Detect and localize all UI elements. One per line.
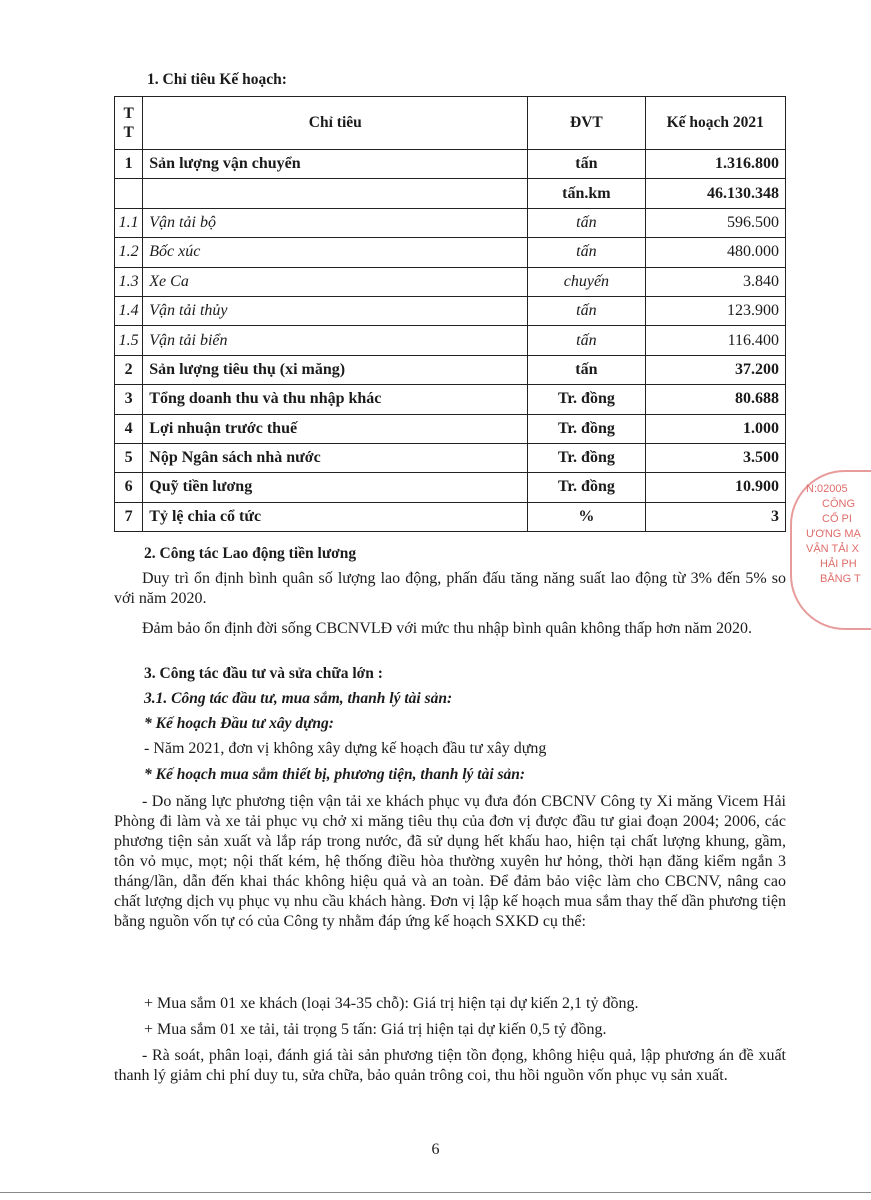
section-1-title: 1. Chỉ tiêu Kế hoạch:: [147, 71, 287, 88]
table-row: [115, 179, 786, 208]
stamp-text: BẰNG T: [820, 573, 861, 585]
cell-tt: 1.2: [115, 238, 143, 267]
table-row: [115, 385, 786, 414]
section-2-paragraph-2: Đảm bảo ổn định đời sống CBCNVLĐ với mức thu nhập bình quân không thấp hơn năm 2020.: [142, 620, 753, 637]
cell-unit: Tr. đồng: [528, 443, 645, 472]
cell-value: 1.316.800: [645, 150, 785, 179]
cell-tt: 1.1: [115, 208, 143, 237]
cell-unit: chuyến: [528, 267, 645, 296]
table-row: [115, 502, 786, 531]
cell-tt: 2: [115, 355, 143, 384]
purchase-plan-title: * Kế hoạch mua sắm thiết bị, phương tiện, thanh lý tài sản:: [144, 766, 526, 783]
cell-name: Vận tải bộ: [143, 208, 528, 237]
cell-value: 3.500: [645, 443, 785, 472]
header-name: Chỉ tiêu: [143, 97, 528, 150]
cell-unit: Tr. đồng: [528, 473, 645, 502]
cell-unit: tấn.km: [528, 179, 645, 208]
cell-tt: 1.5: [115, 326, 143, 355]
table-header-row: [115, 97, 786, 150]
red-stamp: [790, 470, 871, 630]
cell-tt: 4: [115, 414, 143, 443]
cell-name: Nộp Ngân sách nhà nước: [143, 443, 528, 472]
purchase-item-2: + Mua sắm 01 xe tải, tải trọng 5 tấn: Giá trị hiện tại dự kiến 0,5 tỷ đồng.: [144, 1021, 607, 1038]
purchase-paragraph-1: - Do năng lực phương tiện vận tải xe khách phục vụ đưa đón CBCNV Công ty Xi măng Vicem Hải Phòng đi làm và xe tải phục vụ chở xi măng tiêu thụ của đơn vị được đầu tư giai đoạn 2004; 2006, các phương tiện sản xuất và lắp ráp trong nước, đã sử dụng hết khấu hao, hiện tại chất lượng khung, gầm, tôn vỏ mục, mọt; nội thất kém, hệ thống điều hòa thường xuyên hư hỏng, thời hạn đăng kiểm ngắn 3 tháng/lần, dẫn đến khai thác không hiệu quả và an toàn. Để đảm bảo việc làm cho CBCNV, nâng cao chất lượng dịch vụ phục vụ nhu cầu khách hàng. Đơn vị lập kế hoạch mua sắm thay thế dần phương tiện bằng nguồn vốn tự có của Công ty nhằm đáp ứng kế hoạch SXKD cụ thể:: [114, 793, 786, 930]
table-row: [115, 355, 786, 384]
stamp-text: CỔ PI: [822, 513, 852, 525]
table-row: [115, 267, 786, 296]
cell-tt: 1.4: [115, 296, 143, 325]
cell-name: Quỹ tiền lương: [143, 473, 528, 502]
cell-tt: 6: [115, 473, 143, 502]
cell-name: Sản lượng tiêu thụ (xi măng): [143, 355, 528, 384]
cell-unit: %: [528, 502, 645, 531]
stamp-text: CÔNG: [822, 498, 855, 510]
cell-value: 1.000: [645, 414, 785, 443]
table-row: [115, 208, 786, 237]
section-3-1-title: 3.1. Công tác đầu tư, mua sắm, thanh lý tài sản:: [144, 690, 453, 707]
cell-value: 3: [645, 502, 785, 531]
cell-unit: Tr. đồng: [528, 414, 645, 443]
section-2-paragraph-1: Duy trì ổn định bình quân số lượng lao động, phấn đấu tăng năng suất lao động từ 3% đến 5% so với năm 2020.: [114, 570, 786, 607]
cell-tt: 5: [115, 443, 143, 472]
stamp-text: HẢI PH: [820, 558, 857, 570]
cell-unit: tấn: [528, 238, 645, 267]
table-row: [115, 150, 786, 179]
cell-value: 46.130.348: [645, 179, 785, 208]
cell-name: Vận tải biển: [143, 326, 528, 355]
purchase-paragraph-2: - Rà soát, phân loại, đánh giá tài sản phương tiện tồn đọng, không hiệu quả, lập phương án đề xuất thanh lý giảm chi phí duy tu, sửa chữa, bảo quản trông coi, thu hồi nguồn vốn phục vụ sản xuất.: [114, 1047, 786, 1084]
scan-edge-rule: [0, 1192, 871, 1193]
cell-tt: 7: [115, 502, 143, 531]
cell-unit: Tr. đồng: [528, 385, 645, 414]
stamp-text: N:02005: [806, 483, 848, 495]
cell-name: Vận tải thủy: [143, 296, 528, 325]
header-tt: T T: [115, 97, 143, 150]
page-number: 6: [431, 1141, 440, 1158]
cell-value: 3.840: [645, 267, 785, 296]
cell-name: Bốc xúc: [143, 238, 528, 267]
section-3-title: 3. Công tác đầu tư và sửa chữa lớn :: [144, 665, 383, 682]
cell-name: Sản lượng vận chuyển: [143, 150, 528, 179]
table-row: [115, 238, 786, 267]
cell-unit: tấn: [528, 150, 645, 179]
cell-value: 596.500: [645, 208, 785, 237]
table-row: [115, 414, 786, 443]
investment-plan-line: - Năm 2021, đơn vị không xây dựng kế hoạch đầu tư xây dựng: [144, 740, 547, 757]
purchase-item-1: + Mua sắm 01 xe khách (loại 34-35 chỗ): Giá trị hiện tại dự kiến 2,1 tỷ đồng.: [144, 995, 639, 1012]
table-row: [115, 296, 786, 325]
investment-plan-title: * Kế hoạch Đầu tư xây dựng:: [144, 715, 334, 732]
cell-tt: [115, 179, 143, 208]
plan-table: [114, 96, 786, 532]
cell-unit: tấn: [528, 296, 645, 325]
cell-value: 480.000: [645, 238, 785, 267]
cell-name: Lợi nhuận trước thuế: [143, 414, 528, 443]
table-row: [115, 443, 786, 472]
header-plan: Kế hoạch 2021: [645, 97, 785, 150]
header-unit: ĐVT: [528, 97, 645, 150]
cell-name: Tổng doanh thu và thu nhập khác: [143, 385, 528, 414]
table-row: [115, 473, 786, 502]
cell-value: 37.200: [645, 355, 785, 384]
cell-name: Tỷ lệ chia cổ tức: [143, 502, 528, 531]
cell-unit: tấn: [528, 208, 645, 237]
section-2-title: 2. Công tác Lao động tiền lương: [144, 545, 357, 562]
cell-tt: 1.3: [115, 267, 143, 296]
stamp-text: ƯƠNG MẠ: [806, 528, 861, 540]
cell-unit: tấn: [528, 326, 645, 355]
cell-value: 80.688: [645, 385, 785, 414]
cell-value: 116.400: [645, 326, 785, 355]
cell-name: Xe Ca: [143, 267, 528, 296]
cell-name: [143, 179, 528, 208]
stamp-text: VẬN TẢI X: [806, 543, 859, 555]
table-row: [115, 326, 786, 355]
cell-value: 123.900: [645, 296, 785, 325]
cell-tt: 3: [115, 385, 143, 414]
cell-value: 10.900: [645, 473, 785, 502]
cell-unit: tấn: [528, 355, 645, 384]
cell-tt: 1: [115, 150, 143, 179]
